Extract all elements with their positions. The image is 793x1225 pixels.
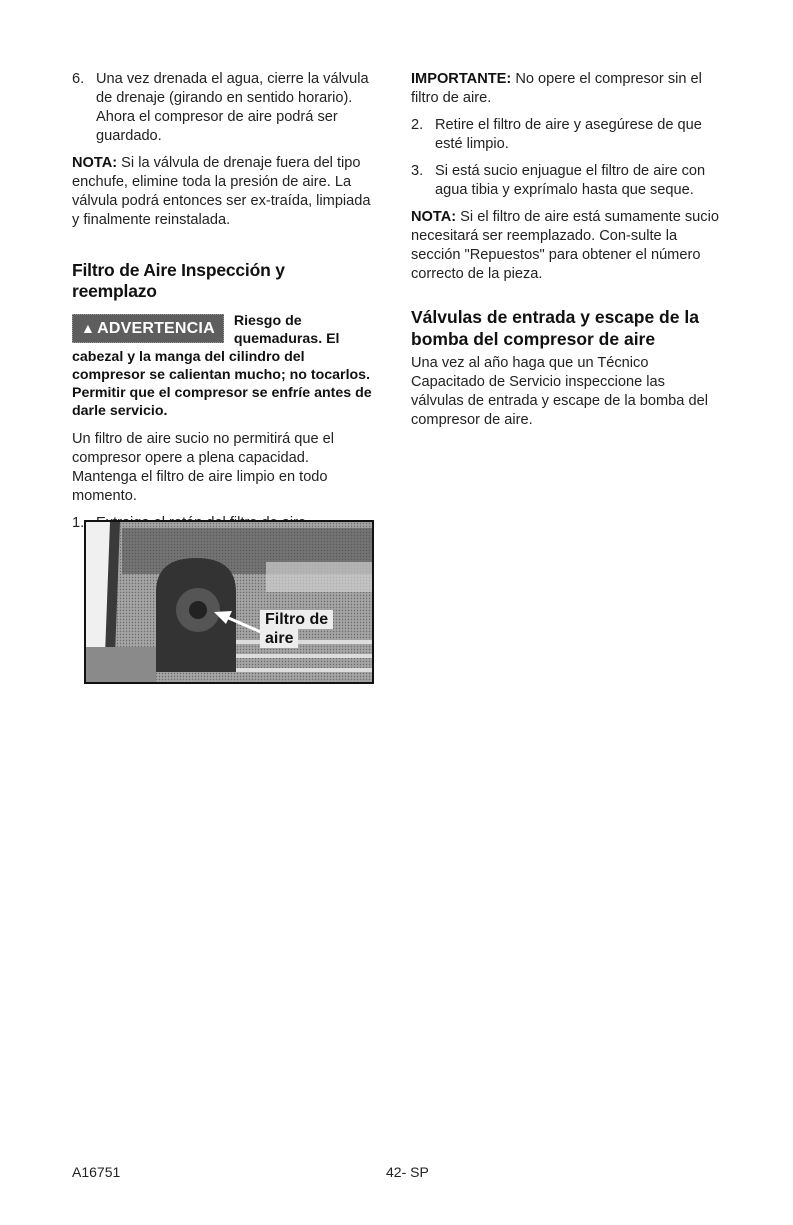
step-number: 6. [72, 71, 85, 87]
right-column [411, 70, 721, 430]
note-text: Si la válvula de drenaje fuera del tipo enchufe, elimine toda la presión de aire. La válvula podrá entonces ser ex-traída, limpiada y finalmente reinstalada. [72, 155, 371, 228]
warning-badge [72, 314, 224, 343]
left-column [72, 70, 372, 541]
warning-badge-label: ADVERTENCIA [97, 320, 215, 337]
note-text: Si el filtro de aire está sumamente sucio necesitará ser reemplazado. Con-sulte la sección "Repuestos" para obtener el número correcto de la pieza. [411, 209, 719, 282]
important-text: No opere el compresor sin el filtro de aire. [411, 71, 702, 106]
step-text: Si está sucio enjuague el filtro de aire con agua tibia y exprímalo hasta que seque. [435, 163, 706, 198]
page-number: 42- SP [386, 1164, 429, 1180]
step-text: Retire el filtro de aire y asegúrese de que esté limpio. [435, 117, 702, 152]
valves-paragraph: Una vez al año haga que un Técnico Capacitado de Servicio inspeccione las válvulas de entrada y escape de la bomba del compresor de aire. [411, 355, 708, 428]
important-label: IMPORTANTE: [411, 71, 512, 87]
note-replace-filter [411, 208, 721, 284]
warning-triangle-icon: ▲ [81, 320, 96, 336]
important-note [411, 70, 721, 108]
warning-block [72, 312, 372, 420]
air-filter-photo [84, 520, 374, 684]
figure-label-line-2: aire [260, 629, 298, 648]
note-drain-valve [72, 154, 372, 230]
step-6 [72, 70, 372, 146]
step-number: 3. [411, 163, 424, 179]
step-2 [411, 116, 721, 154]
air-filter-paragraph: Un filtro de aire sucio no permitirá que el compresor opere a plena capacidad. Mantenga el filtro de aire limpio en todo momento. [72, 431, 335, 504]
step-number: 2. [411, 117, 424, 133]
step-number: 1. [72, 515, 85, 531]
document-code: A16751 [72, 1164, 121, 1180]
section-heading-valves: Válvulas de entrada y escape de la bomba del compresor de aire [411, 307, 699, 349]
section-heading-air-filter: Filtro de Aire Inspección y reemplazo [72, 260, 285, 301]
warning-text: Riesgo de quemaduras. El cabezal y la manga del cilindro del compresor se calientan mucho; no tocarlos. Permitir que el compresor se enfríe antes de darle servicio. [72, 313, 372, 419]
step-3 [411, 162, 721, 200]
note-label: NOTA: [411, 209, 457, 225]
figure-label-line-1: Filtro de [260, 610, 333, 629]
step-text: Una vez drenada el agua, cierre la válvula de drenaje (girando en sentido horario). Ahora el compresor de aire podrá ser guardado. [96, 71, 369, 144]
figure-label [260, 610, 360, 648]
note-label: NOTA: [72, 155, 118, 171]
air-filter-photo-graphic [86, 522, 372, 682]
